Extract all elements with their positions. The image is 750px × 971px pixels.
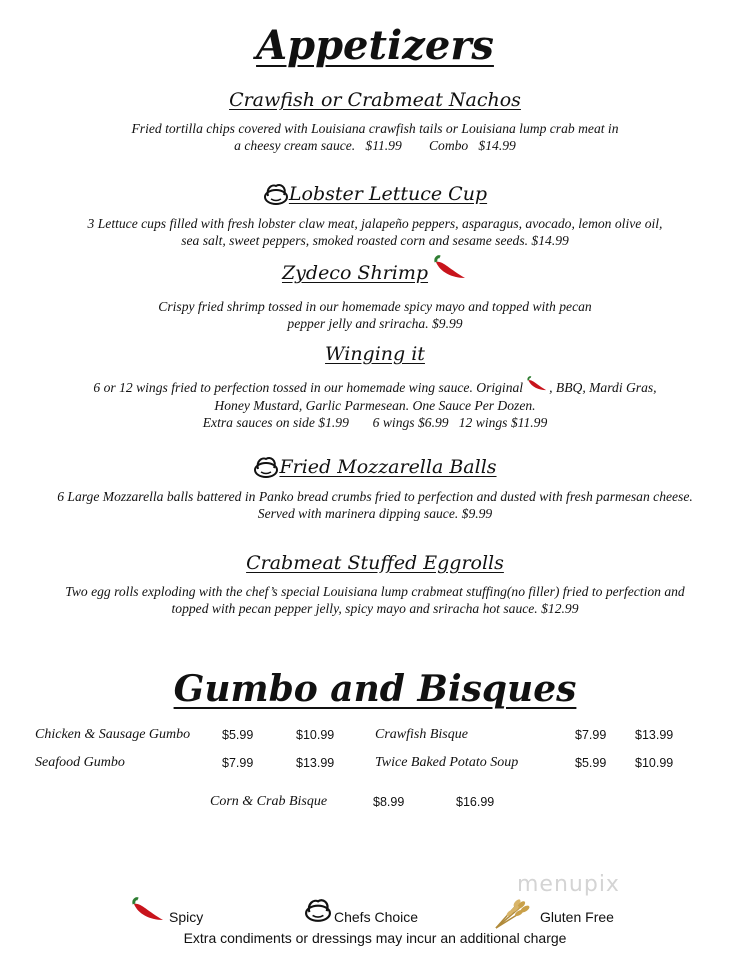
spicy-pepper-icon xyxy=(130,896,166,924)
item-name-winging-it: Winging it xyxy=(325,343,425,365)
gumbo-item-name: Chicken & Sausage Gumbo xyxy=(35,727,191,742)
wheat-icon xyxy=(494,898,532,930)
bowl-price: $10.99 xyxy=(635,756,674,770)
bowl-price: $16.99 xyxy=(456,795,495,809)
gumbo-item-name: Twice Baked Potato Soup xyxy=(375,755,519,770)
item-description: Fried tortilla chips covered with Louisiana crawfish tails or Louisiana lump crab meat in a cheesy cream sauce. $11.99 Combo $14.99 xyxy=(131,121,619,153)
gumbo-item-name: Crawfish Bisque xyxy=(375,727,468,742)
item-description: Two egg rolls exploding with the chef’s special Louisiana lump crabmeat stuffing(no filler) fried to perfection and topped with pecan pepper jelly, spicy mayo and sriracha hot sauce. $12.99 xyxy=(65,584,685,616)
menu-item-title xyxy=(0,455,750,484)
legend-gluten-free: Gluten Free xyxy=(540,909,614,925)
appetizers-heading-wrap xyxy=(0,22,750,69)
item-name-crabmeat-eggrolls: Crabmeat Stuffed Eggrolls xyxy=(246,552,504,574)
cup-price: $8.99 xyxy=(373,795,405,809)
spicy-pepper-icon xyxy=(432,254,468,287)
gumbo-item-name: Corn & Crab Bisque xyxy=(210,794,328,809)
menu-item-title xyxy=(0,262,750,287)
gumbo-item-name: Seafood Gumbo xyxy=(35,755,125,770)
chefs-choice-icon xyxy=(253,455,279,484)
cup-price: $5.99 xyxy=(575,756,607,770)
chefs-choice-icon xyxy=(303,897,333,923)
spicy-pepper-icon xyxy=(526,375,548,397)
bowl-price: $13.99 xyxy=(296,756,335,770)
menu-item-title xyxy=(0,343,750,365)
item-name-lobster-lettuce-cup: Lobster Lettuce Cup xyxy=(288,183,488,206)
menu-item-title xyxy=(0,89,750,111)
cup-price: $5.99 xyxy=(222,728,254,742)
cup-price: $7.99 xyxy=(222,756,254,770)
gumbo-heading-wrap xyxy=(0,668,750,710)
cup-price: $7.99 xyxy=(575,728,607,742)
item-description: 6 Large Mozzarella balls battered in Panko bread crumbs fried to perfection and dusted with fresh parmesan cheese. Served with marinera dipping sauce. $9.99 xyxy=(57,489,693,521)
bowl-price: $10.99 xyxy=(296,728,335,742)
menupix-watermark: menupix xyxy=(517,872,620,897)
gumbo-heading: Gumbo and Bisques xyxy=(173,668,577,710)
appetizers-heading: Appetizers xyxy=(256,22,494,69)
bowl-price: $13.99 xyxy=(635,728,674,742)
item-name-zydeco-shrimp: Zydeco Shrimp xyxy=(281,262,429,284)
legend-spicy: Spicy xyxy=(169,909,204,925)
item-description: 6 or 12 wings fried to perfection tossed in our homemade wing sauce. Original , BBQ, Mardi Gras, Honey Mustard, Garlic Parmesean. One Sauce Per Dozen. Extra sauces on side $1.99 6 wings $6.99 12 wings $11.99 xyxy=(0,379,750,431)
item-name-crawfish-nachos: Crawfish or Crabmeat Nachos xyxy=(229,89,521,111)
item-description: Crispy fried shrimp tossed in our homemade spicy mayo and topped with pecan pepper jelly and sriracha. $9.99 xyxy=(158,299,592,331)
item-description: 3 Lettuce cups filled with fresh lobster claw meat, jalapeño peppers, asparagus, avocado, lemon olive oil, sea salt, sweet peppers, smoked roasted corn and sesame seeds. $14.99 xyxy=(87,216,663,248)
menu-item-title xyxy=(0,552,750,574)
legend-chefs-choice: Chefs Choice xyxy=(334,909,419,925)
menu-item-title xyxy=(0,182,750,211)
item-name-fried-mozzarella-balls: Fried Mozzarella Balls xyxy=(279,456,497,479)
footer-note: Extra condiments or dressings may incur an additional charge xyxy=(183,930,567,946)
chefs-choice-icon xyxy=(263,182,289,211)
